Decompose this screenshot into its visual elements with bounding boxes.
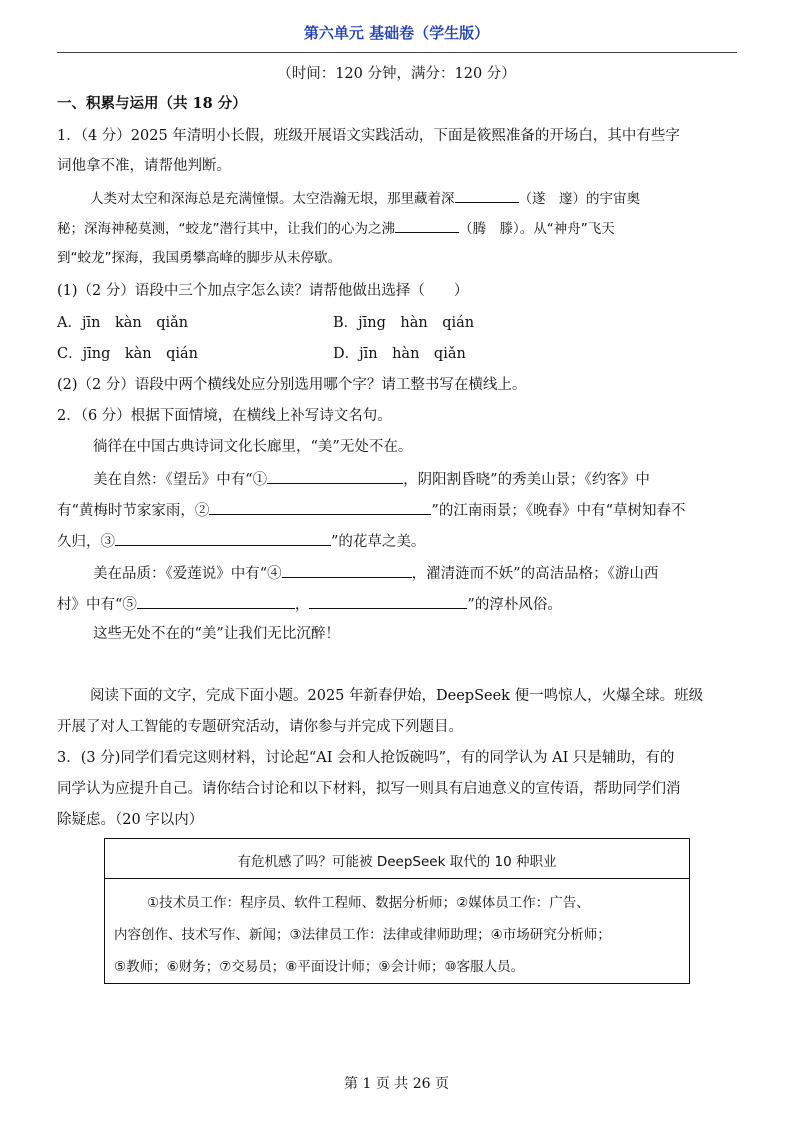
q2-text: 美在品质：《爱莲说》中有“④	[93, 566, 282, 582]
q1-passage-line2	[57, 217, 615, 239]
reading-intro-line2: 开展了对人工智能的专题研究活动，请你参与并完成下列题目。	[57, 719, 463, 735]
q3-stem-line3: 除疑虑。（20 字以内）	[57, 812, 204, 828]
q2-quality-line2	[57, 593, 562, 615]
passage-text: （遂 邃）的宇宙奥	[518, 191, 640, 207]
q2-text: ，濯清涟而不妖”的高洁品格；《游山西	[411, 566, 659, 582]
q2-text: 村》中有“⑤	[57, 597, 137, 613]
q1-sub1: (1)（2 分）语段中三个加点字怎么读？请帮他做出选择（ ）	[57, 283, 469, 299]
option-a[interactable]: A．jīn kàn qiǎn	[57, 315, 189, 331]
q2-nature-line2	[57, 499, 686, 521]
passage-text: 秘；深海神秘莫测，“蛟龙”潜行其中，让我们的心为之沸	[57, 221, 395, 237]
poem-blank-4[interactable]	[282, 562, 412, 578]
q2-closing: 这些无处不在的“美”让我们无比沉醉！	[93, 626, 340, 642]
material-box-title: 有危机感了吗？可能被 DeepSeek 取代的 10 种职业	[237, 854, 557, 870]
exam-info: （时间：120 分钟，满分：120 分）	[277, 66, 516, 82]
q2-text: ”的淳朴风俗。	[467, 597, 562, 613]
material-box	[104, 838, 690, 984]
q1-sub2: (2)（2 分）语段中两个横线处应分别选用哪个字？请工整书写在横线上。	[57, 377, 527, 393]
q2-text: ，阴阳割昏晓”的秀美山景；《约客》中	[403, 472, 650, 488]
q2-intro: 徜徉在中国古典诗词文化长廊里，“美”无处不在。	[93, 439, 413, 455]
header-divider	[57, 52, 737, 53]
material-box-line2: 内容创作、技术写作、新闻；③法律员工作：法律或律师助理；④市场研究分析师；	[114, 927, 611, 943]
poem-blank-2[interactable]	[209, 499, 431, 515]
material-box-line1: ①技术员工作：程序员、软件工程师、数据分析师；②媒体员工作：广告、	[147, 895, 590, 911]
passage-text: 人类对太空和深海总是充满憧憬。太空浩瀚无垠，那里藏着深	[90, 191, 455, 207]
q2-text: ”的花草之美。	[331, 534, 426, 550]
section-heading: 一、积累与运用（共 18 分）	[57, 95, 247, 112]
poem-blank-3[interactable]	[115, 530, 331, 546]
q2-text: ，	[294, 597, 310, 613]
option-d[interactable]: D．jīn hàn qiǎn	[333, 346, 466, 362]
material-box-divider	[105, 878, 689, 879]
q2-text: 久归，③	[57, 534, 115, 550]
q1-stem-line1: 1．（4 分）2025 年清明小长假，班级开展语文实践活动，下面是筱熙准备的开场白，其中有些字	[57, 128, 680, 144]
q3-stem-line2: 同学认为应提升自己。请你结合讨论和以下材料，拟写一则具有启迪意义的宣传语，帮助同学们消	[57, 781, 681, 797]
option-b[interactable]: B．jīng hàn qián	[333, 315, 475, 331]
q2-text: 美在自然：《望岳》中有“①	[93, 472, 268, 488]
q1-stem-line2: 词他拿不准，请帮他判断。	[57, 158, 231, 174]
answer-blank-1[interactable]	[455, 187, 519, 203]
option-c[interactable]: C．jīng kàn qián	[57, 346, 199, 362]
q2-text: 有“黄梅时节家家雨，②	[57, 503, 210, 519]
q2-nature-line1	[93, 468, 650, 490]
q1-passage-line1	[90, 187, 640, 209]
answer-blank-2[interactable]	[395, 217, 459, 233]
q2-quality-line1	[93, 562, 658, 584]
material-box-line3: ⑤教师；⑥财务；⑦交易员；⑧平面设计师；⑨会计师；⑩客服人员。	[114, 959, 525, 975]
passage-text: （腾 滕）。从“神舟”飞天	[459, 221, 615, 237]
q3-stem-line1: 3．(3 分)同学们看完这则材料，讨论起“AI 会和人抢饭碗吗”，有的同学认为 AI 只是辅助，有的	[57, 750, 675, 766]
poem-blank-5b[interactable]	[309, 593, 467, 609]
reading-intro-line1: 阅读下面的文字，完成下面小题。2025 年新春伊始，DeepSeek 便一鸣惊人，火爆全球。班级	[90, 688, 704, 704]
q2-nature-line3	[57, 530, 425, 552]
page-number: 第 1 页 共 26 页	[344, 1076, 449, 1092]
page-header-title: 第六单元 基础卷（学生版）	[303, 24, 490, 42]
poem-blank-1[interactable]	[267, 468, 403, 484]
q2-text: ”的江南雨景；《晚春》中有“草树知春不	[431, 503, 686, 519]
poem-blank-5a[interactable]	[137, 593, 295, 609]
q2-stem: 2．（6 分）根据下面情境，在横线上补写诗文名句。	[57, 408, 392, 424]
q1-passage-line3: 到“蛟龙”探海，我国勇攀高峰的脚步从未停歇。	[57, 250, 341, 266]
